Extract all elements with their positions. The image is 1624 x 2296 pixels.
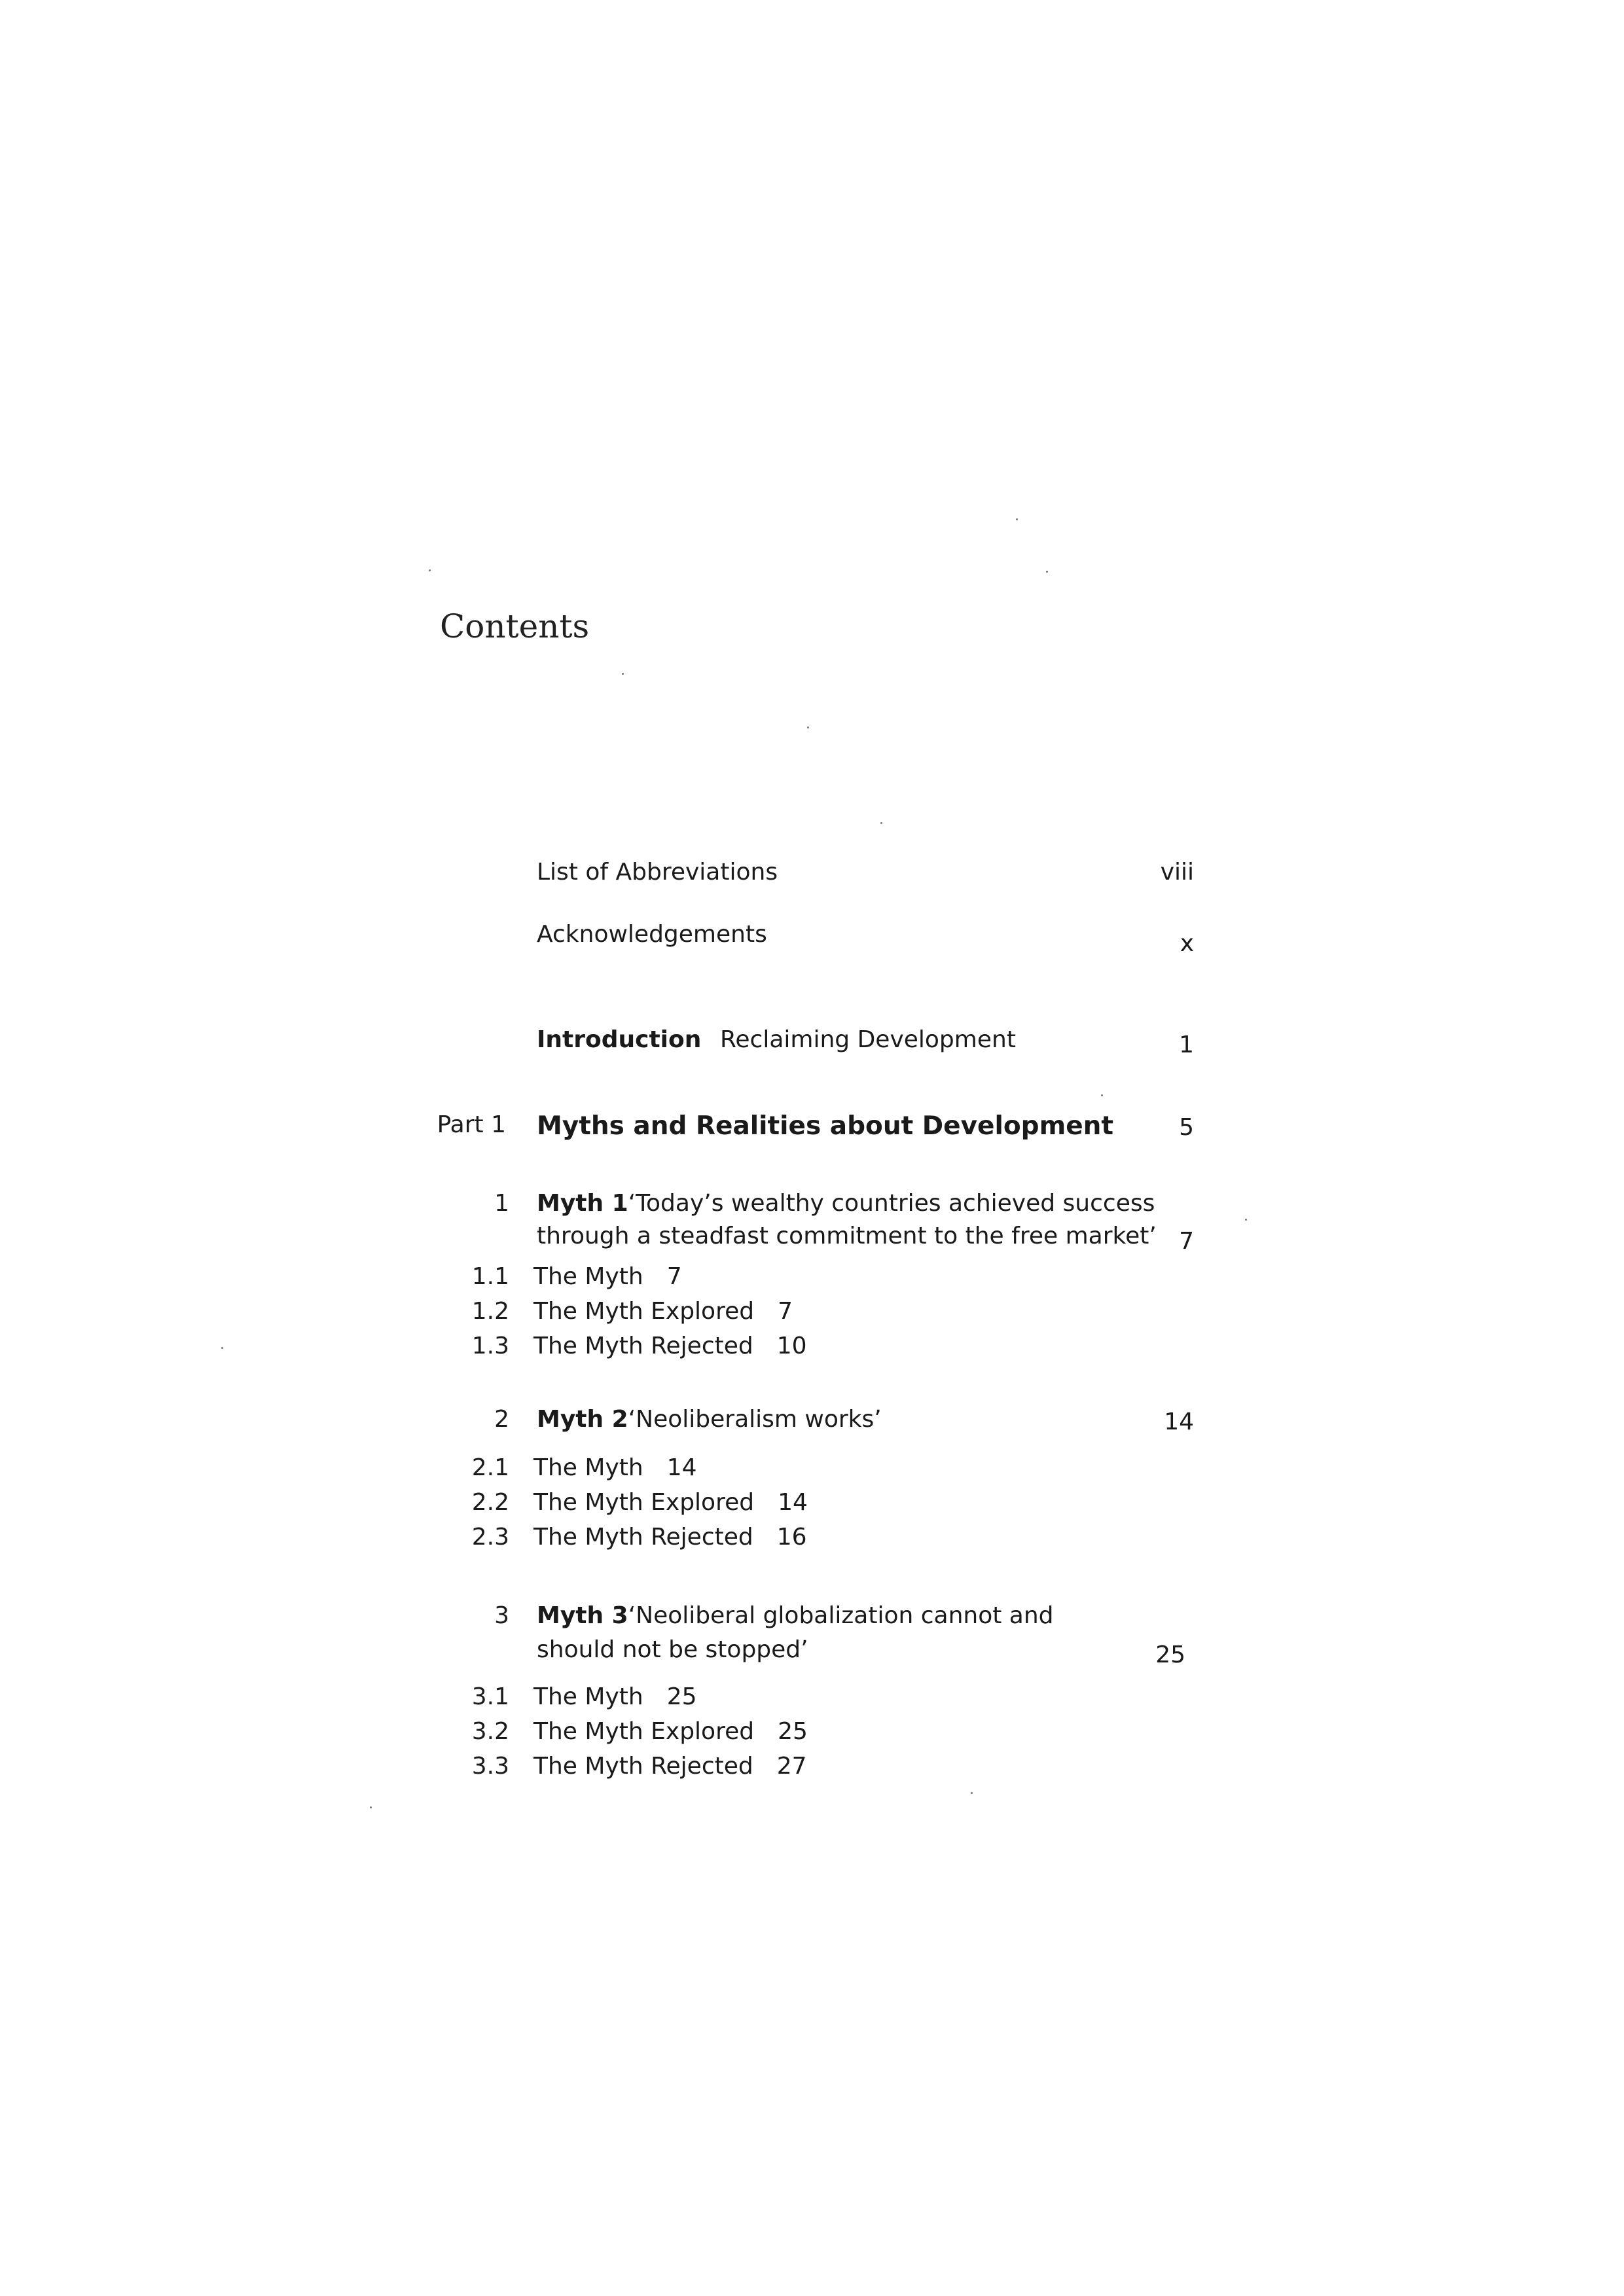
section-page: 25 bbox=[666, 1683, 697, 1710]
chapter-title: ‘Neoliberal globalization cannot and bbox=[628, 1602, 1054, 1629]
section-title-wrap bbox=[533, 1489, 808, 1516]
toc-entry-title: List of Abbreviations bbox=[537, 859, 778, 886]
section-title: The Myth Explored bbox=[533, 1298, 755, 1325]
section-number: 2.1 bbox=[471, 1454, 509, 1481]
chapter-title-line1 bbox=[537, 1406, 882, 1433]
section-title: The Myth Explored bbox=[533, 1718, 755, 1745]
section-number: 2.3 bbox=[471, 1524, 509, 1551]
section-number: 2.2 bbox=[471, 1489, 509, 1516]
chapter-title: ‘Neoliberalism works’ bbox=[628, 1406, 882, 1433]
chapter-title-line1 bbox=[537, 1602, 1054, 1629]
scan-speck bbox=[880, 822, 882, 824]
section-title-wrap bbox=[533, 1333, 807, 1359]
toc-entry-page: 1 bbox=[1179, 1031, 1194, 1058]
section-page: 14 bbox=[666, 1454, 697, 1481]
section-page: 25 bbox=[778, 1718, 808, 1745]
scan-speck bbox=[1245, 1219, 1247, 1221]
toc-entry-page: 14 bbox=[1164, 1408, 1194, 1435]
page-title: Contents bbox=[440, 607, 590, 645]
section-number: 3.2 bbox=[471, 1718, 509, 1745]
scan-speck bbox=[1101, 1094, 1103, 1096]
chapter-label: Myth 1 bbox=[537, 1190, 628, 1217]
section-title-wrap bbox=[533, 1263, 682, 1290]
section-page: 10 bbox=[776, 1333, 807, 1359]
chapter-label: Myth 3 bbox=[537, 1602, 628, 1629]
chapter-number: 3 bbox=[494, 1602, 509, 1629]
toc-entry-page: 7 bbox=[1179, 1228, 1194, 1255]
scan-speck bbox=[971, 1792, 973, 1794]
toc-section-2-3[interactable] bbox=[0, 1524, 1624, 1570]
scan-speck bbox=[370, 1806, 372, 1808]
section-number: 1.3 bbox=[471, 1333, 509, 1359]
chapter-title-line2: through a steadfast commitment to the free market’ bbox=[537, 1223, 1157, 1249]
toc-entry-part-1[interactable] bbox=[0, 1111, 1624, 1157]
toc-entry-page: 5 bbox=[1179, 1114, 1194, 1141]
toc-entry-abbreviations[interactable] bbox=[0, 859, 1624, 905]
toc-entry-page: viii bbox=[1160, 859, 1194, 886]
section-number: 3.1 bbox=[471, 1683, 509, 1710]
section-title: The Myth Rejected bbox=[533, 1524, 753, 1551]
toc-entry-page: x bbox=[1180, 930, 1194, 957]
introduction-label: Introduction bbox=[537, 1026, 702, 1053]
toc-entry-acknowledgements[interactable] bbox=[0, 921, 1624, 967]
scan-speck bbox=[221, 1347, 223, 1349]
section-title-wrap bbox=[533, 1753, 807, 1780]
chapter-number: 1 bbox=[494, 1190, 509, 1217]
section-title-wrap bbox=[533, 1298, 793, 1325]
chapter-title: ‘Today’s wealthy countries achieved success bbox=[628, 1190, 1155, 1217]
scan-speck bbox=[807, 726, 809, 728]
toc-entry-title: Acknowledgements bbox=[537, 921, 767, 948]
section-title: The Myth Explored bbox=[533, 1489, 755, 1516]
scan-speck bbox=[429, 569, 431, 571]
section-title: The Myth Rejected bbox=[533, 1333, 753, 1359]
chapter-title-line2: should not be stopped’ bbox=[537, 1636, 808, 1663]
section-title: The Myth bbox=[533, 1683, 643, 1710]
section-page: 27 bbox=[776, 1753, 807, 1780]
section-page: 16 bbox=[776, 1524, 807, 1551]
section-title: The Myth bbox=[533, 1454, 643, 1481]
chapter-number: 2 bbox=[494, 1406, 509, 1433]
chapter-title-line1 bbox=[537, 1190, 1155, 1217]
section-number: 3.3 bbox=[471, 1753, 509, 1780]
section-number: 1.1 bbox=[471, 1263, 509, 1290]
part-label: Part 1 bbox=[437, 1111, 506, 1138]
introduction-title: Reclaiming Development bbox=[720, 1026, 1016, 1053]
toc-section-3-3[interactable] bbox=[0, 1753, 1624, 1799]
section-title-wrap bbox=[533, 1454, 697, 1481]
scan-speck bbox=[622, 673, 624, 675]
chapter-label: Myth 2 bbox=[537, 1406, 628, 1433]
section-page: 7 bbox=[666, 1263, 682, 1290]
toc-entry-introduction[interactable] bbox=[0, 1026, 1624, 1072]
section-page: 7 bbox=[778, 1298, 793, 1325]
toc-chapter-1-line2[interactable] bbox=[0, 1223, 1624, 1268]
section-page: 14 bbox=[778, 1489, 808, 1516]
toc-section-1-3[interactable] bbox=[0, 1333, 1624, 1378]
scan-speck bbox=[1046, 571, 1048, 573]
toc-entry-page: 25 bbox=[1155, 1641, 1185, 1668]
section-number: 1.2 bbox=[471, 1298, 509, 1325]
section-title: The Myth bbox=[533, 1263, 643, 1290]
part-title: Myths and Realities about Development bbox=[537, 1111, 1114, 1141]
section-title: The Myth Rejected bbox=[533, 1753, 753, 1780]
section-title-wrap bbox=[533, 1524, 807, 1551]
section-title-wrap bbox=[533, 1683, 697, 1710]
section-title-wrap bbox=[533, 1718, 808, 1745]
toc-chapter-2[interactable] bbox=[0, 1406, 1624, 1452]
toc-chapter-3-line2[interactable] bbox=[0, 1636, 1624, 1682]
scan-speck bbox=[1016, 518, 1018, 520]
